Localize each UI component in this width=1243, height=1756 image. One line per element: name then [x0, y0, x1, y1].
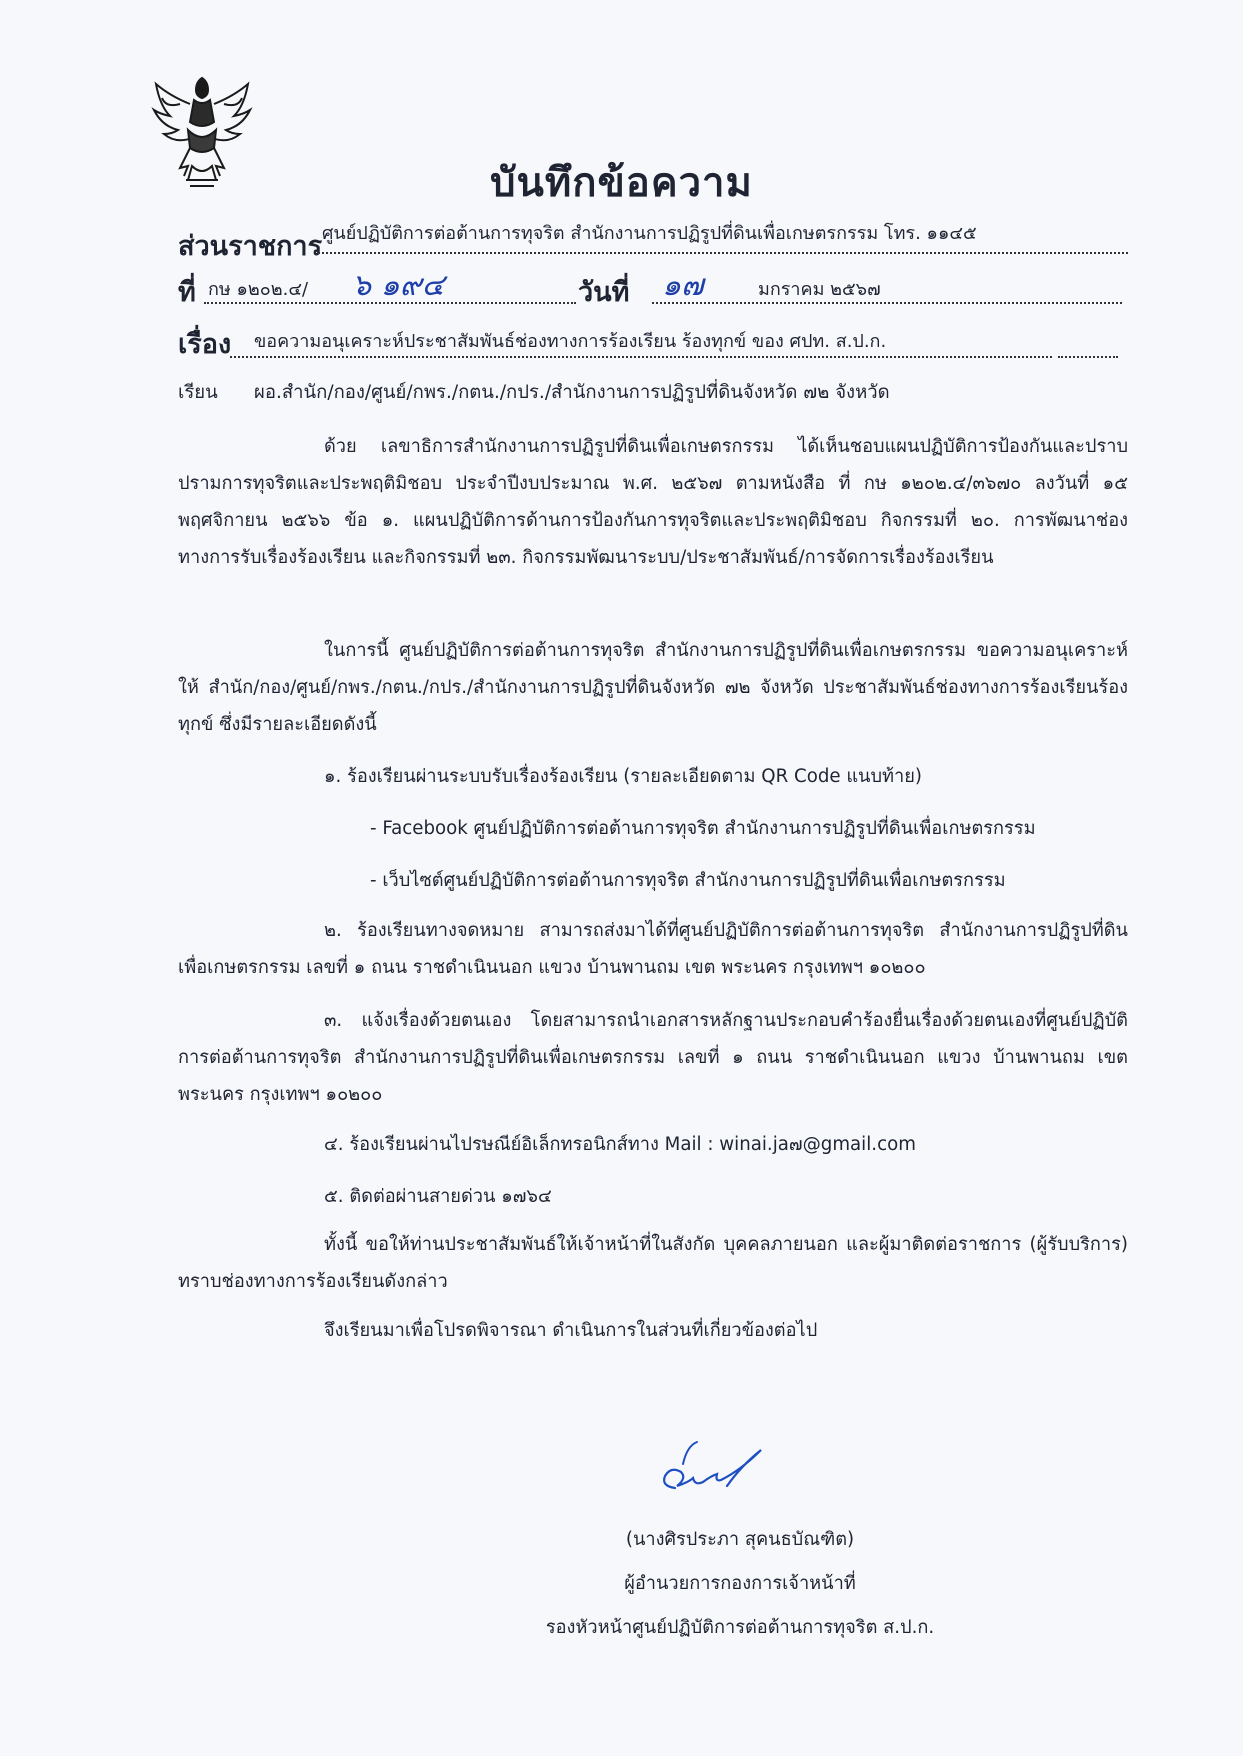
date-value: มกราคม ๒๕๖๗ — [758, 279, 881, 300]
signatory-position-2: รองหัวหน้าศูนย์ปฏิบัติการต่อต้านการทุจริต ส.ป.ก. — [545, 1617, 935, 1638]
list-item-2: ๒. ร้องเรียนทางจดหมาย สามารถส่งมาได้ที่ศูนย์ปฏิบัติการต่อต้านการทุจริต สำนักงานการปฏิรูปที่ดินเพื่อเกษตรกรรม เลขที่ ๑ ถนน ราชดำเนินนอก แขวง บ้านพานถม เขต พระนคร กรุงเทพฯ ๑๐๒๐๐ — [178, 920, 1128, 978]
department-label: ส่วนราชการ — [178, 231, 323, 262]
ref-row — [178, 270, 196, 313]
date-label: วันที่ — [578, 277, 630, 308]
ref-label: ที่ — [178, 277, 196, 308]
list-item-5: ๕. ติดต่อผ่านสายด่วน ๑๗๖๔ — [324, 1186, 552, 1207]
subject-row — [178, 322, 231, 365]
list-item-4: ๔. ร้องเรียนผ่านไปรษณีย์อิเล็กทรอนิกส์ทาง Mail : winai.ja๗@gmail.com — [324, 1134, 916, 1155]
department-row — [178, 224, 322, 267]
memo-title: บันทึกข้อความ — [490, 160, 753, 206]
date-day-handwritten: ๑๗ — [662, 268, 704, 303]
addressee-value: ผอ.สำนัก/กอง/ศูนย์/กพร./กตน./กปร./สำนักงานการปฏิรูปที่ดินจังหวัด ๗๒ จังหวัด — [254, 382, 890, 403]
date-label-wrap — [578, 270, 629, 313]
signatory-name: (นางศิรประภา สุคนธบัณฑิต) — [625, 1529, 855, 1550]
ref-number-handwritten: ๖ ๑๙๔ — [352, 268, 445, 303]
list-item-1a: - Facebook ศูนย์ปฏิบัติการต่อต้านการทุจริต สำนักงานการปฏิรูปที่ดินเพื่อเกษตรกรรม — [370, 818, 1036, 839]
signature-icon — [645, 1436, 805, 1506]
list-item-1b: - เว็บไซต์ศูนย์ปฏิบัติการต่อต้านการทุจริต สำนักงานการปฏิรูปที่ดินเพื่อเกษตรกรรม — [370, 870, 1006, 891]
list-item-1: ๑. ร้องเรียนผ่านระบบรับเรื่องร้องเรียน (รายละเอียดตาม QR Code แนบท้าย) — [324, 766, 922, 787]
date-dotted-line — [652, 302, 1122, 304]
list-item-3: ๓. แจ้งเรื่องด้วยตนเอง โดยสามารถนำเอกสารหลักฐานประกอบคำร้องยื่นเรื่องด้วยตนเองที่ศูนย์ปฏิบัติการต่อต้านการทุจริต สำนักงานการปฏิรูปที่ดินเพื่อเกษตรกรรม เลขที่ ๑ ถนน ราชดำเนินนอก แขวง บ้านพานถม เขต พระนคร กรุงเทพฯ ๑๐๒๐๐ — [178, 1010, 1128, 1105]
subject-value: ขอความอนุเคราะห์ประชาสัมพันธ์ช่องทางการร้องเรียน ร้องทุกข์ ของ ศปท. ส.ป.ก. — [254, 331, 887, 352]
signature-block — [480, 1518, 1000, 1650]
department-dotted-line — [318, 252, 1128, 254]
department-value: ศูนย์ปฏิบัติการต่อต้านการทุจริต สำนักงานการปฏิรูปที่ดินเพื่อเกษตรกรรม โทร. ๑๑๔๕ — [322, 223, 977, 244]
signatory-position-1: ผู้อำนวยการกองการเจ้าหน้าที่ — [624, 1573, 856, 1594]
ref-value: กษ ๑๒๐๒.๔/ — [208, 279, 309, 300]
addressee-label: เรียน — [178, 382, 218, 403]
paragraph-closing: ทั้งนี้ ขอให้ท่านประชาสัมพันธ์ให้เจ้าหน้าที่ในสังกัด บุคคลภายนอก และผู้มาติดต่อราชการ (ผู้รับบริการ) ทราบช่องทางการร้องเรียนดังกล่าว — [178, 1234, 1128, 1292]
subject-dotted-line — [230, 356, 1052, 358]
paragraph-intro: ด้วย เลขาธิการสำนักงานการปฏิรูปที่ดินเพื่อเกษตรกรรม ได้เห็นชอบแผนปฏิบัติการป้องกันและปราบปรามการทุจริตและประพฤติมิชอบ ประจำปีงบประมาณ พ.ศ. ๒๕๖๗ ตามหนังสือ ที่ กษ ๑๒๐๒.๔/๓๖๗๐ ลงวันที่ ๑๕ พฤศจิกายน ๒๕๖๖ ข้อ ๑. แผนปฏิบัติการด้านการป้องกันการทุจริตและประพฤติมิชอบ กิจกรรมที่ ๒๐. การพัฒนาช่องทางการรับเรื่องร้องเรียน และกิจกรรมที่ ๒๓. กิจกรรมพัฒนาระบบ/ประชาสัมพันธ์/การจัดการเรื่องร้องเรียน — [178, 436, 1128, 568]
paragraph-request: ในการนี้ ศูนย์ปฏิบัติการต่อต้านการทุจริต สำนักงานการปฏิรูปที่ดินเพื่อเกษตรกรรม ขอความอนุเคราะห์ให้ สำนัก/กอง/ศูนย์/กพร./กตน./กปร./สำนักงานการปฏิรูปที่ดินจังหวัด ๗๒ จังหวัด ประชาสัมพันธ์ช่องทางการร้องเรียนร้องทุกข์ ซึ่งมีรายละเอียดดังนี้ — [178, 640, 1128, 735]
subject-label: เรื่อง — [178, 329, 232, 360]
addressee-row — [178, 378, 890, 407]
paragraph-sign-off: จึงเรียนมาเพื่อโปรดพิจารณา ดำเนินการในส่วนที่เกี่ยวข้องต่อไป — [324, 1320, 818, 1341]
subject-dotted-line-end — [1058, 356, 1118, 358]
